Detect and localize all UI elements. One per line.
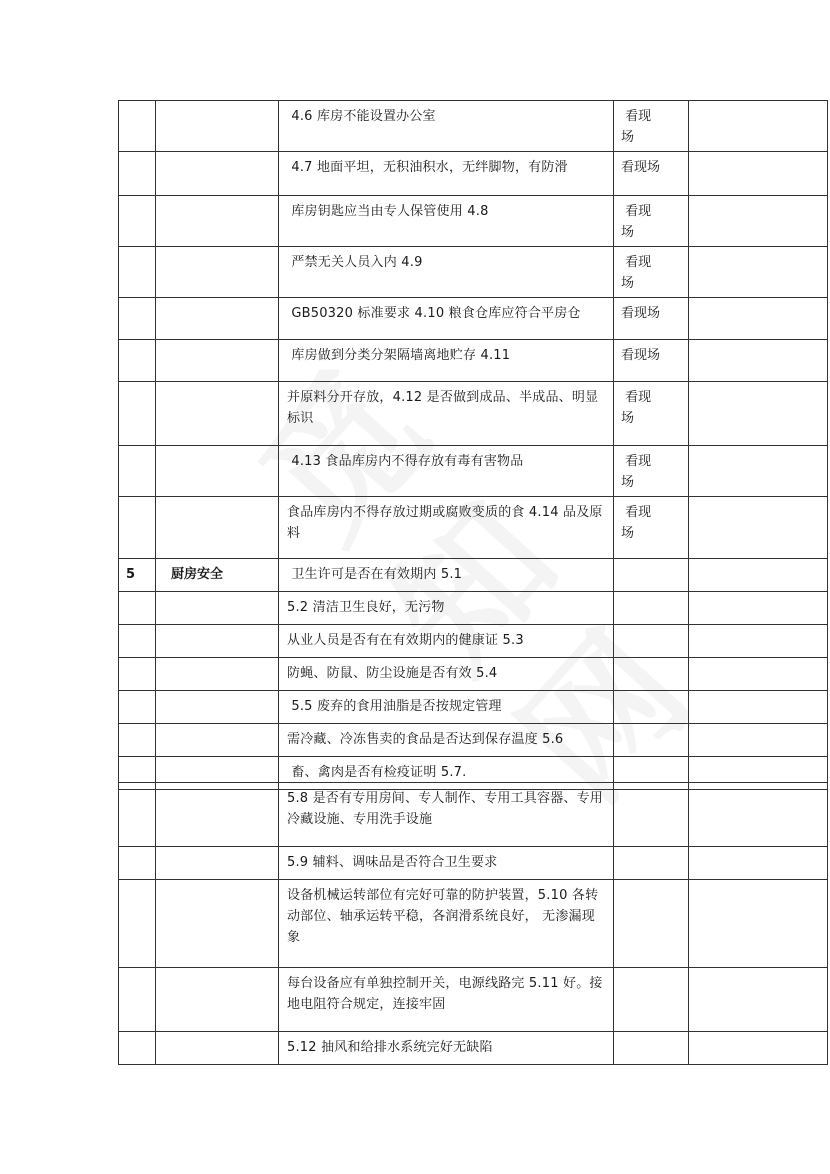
- row-result[interactable]: [689, 968, 828, 1032]
- row-category: [156, 382, 279, 446]
- table-row: [119, 497, 828, 559]
- row-method: [614, 592, 689, 625]
- method-text: 看现场: [621, 306, 661, 321]
- table-row: [119, 559, 828, 592]
- item-text: 防蝇、防鼠、防尘设施是否有效 5.4: [287, 666, 498, 681]
- row-method: [614, 559, 689, 592]
- item-text: 设备机械运转部位有完好可靠的防护装置，5.10 各转动部位、轴承运转平稳，各润滑系统良好， 无渗漏现象: [287, 888, 599, 945]
- row-number: [119, 847, 156, 880]
- row-number: [119, 247, 156, 298]
- row-item: [279, 382, 614, 446]
- item-text: 4.6 库房不能设置办公室: [287, 109, 436, 124]
- row-item: [279, 783, 614, 847]
- row-result[interactable]: [689, 340, 828, 382]
- row-method: [614, 847, 689, 880]
- row-number: [119, 1032, 156, 1065]
- row-category: [156, 691, 279, 724]
- table-row: [119, 724, 828, 757]
- item-text: 畜、禽肉是否有检疫证明 5.7.: [287, 765, 467, 780]
- item-text: 5.12 抽风和给排水系统完好无缺陷: [287, 1040, 493, 1055]
- row-method: [614, 1032, 689, 1065]
- method-text: 看现 场: [621, 255, 652, 291]
- table-row: [119, 783, 828, 847]
- item-text: 5.2 清洁卫生良好，无污物: [287, 600, 445, 615]
- item-text: 并原料分开存放，4.12 是否做到成品、半成品、明显标识: [287, 390, 599, 426]
- row-number: [119, 101, 156, 152]
- item-text: 库房钥匙应当由专人保管使用 4.8: [287, 204, 489, 219]
- row-result[interactable]: [689, 298, 828, 340]
- row-number: [119, 625, 156, 658]
- row-result[interactable]: [689, 880, 828, 968]
- table-row: [119, 247, 828, 298]
- row-result[interactable]: [689, 691, 828, 724]
- row-result[interactable]: [689, 724, 828, 757]
- row-category: [156, 298, 279, 340]
- row-method: [614, 658, 689, 691]
- row-item: [279, 559, 614, 592]
- row-category: [156, 247, 279, 298]
- row-category: [156, 724, 279, 757]
- row-result[interactable]: [689, 847, 828, 880]
- row-result[interactable]: [689, 382, 828, 446]
- row-item: [279, 340, 614, 382]
- row-category: [156, 592, 279, 625]
- row-number: [119, 497, 156, 559]
- row-number: [119, 691, 156, 724]
- row-item: [279, 1032, 614, 1065]
- method-text: 看现 场: [621, 390, 652, 426]
- table-row: [119, 847, 828, 880]
- row-item: [279, 625, 614, 658]
- row-method: [614, 382, 689, 446]
- item-text: 从业人员是否有在有效期内的健康证 5.3: [287, 633, 524, 648]
- row-method: [614, 196, 689, 247]
- method-text: 看现场: [621, 160, 661, 175]
- method-text: 看现场: [621, 348, 661, 363]
- row-category: [156, 196, 279, 247]
- row-category: [156, 625, 279, 658]
- inspection-table-2: [118, 782, 828, 1065]
- row-item: [279, 101, 614, 152]
- row-category: [156, 152, 279, 196]
- table-row: [119, 340, 828, 382]
- row-number: [119, 152, 156, 196]
- row-category: [156, 101, 279, 152]
- table-row: [119, 625, 828, 658]
- row-result[interactable]: [689, 783, 828, 847]
- row-category: [156, 446, 279, 497]
- row-number: [119, 446, 156, 497]
- table-row: [119, 101, 828, 152]
- row-item: [279, 196, 614, 247]
- item-text: 4.13 食品库房内不得存放有毒有害物品: [287, 454, 524, 469]
- row-result[interactable]: [689, 446, 828, 497]
- row-category: [156, 340, 279, 382]
- row-method: [614, 497, 689, 559]
- item-text: 每台设备应有单独控制开关，电源线路完 5.11 好。接地电阻符合规定，连接牢固: [287, 976, 603, 1012]
- table-row: [119, 196, 828, 247]
- item-text: 需冷藏、冷冻售卖的食品是否达到保存温度 5.6: [287, 732, 564, 747]
- row-item: [279, 691, 614, 724]
- row-method: [614, 340, 689, 382]
- method-text: 看现 场: [621, 454, 652, 490]
- row-item: [279, 847, 614, 880]
- row-category: [156, 847, 279, 880]
- row-number: 5: [119, 559, 156, 592]
- item-text: 5.8 是否有专用房间、专人制作、专用工具容器、专用冷藏设施、专用洗手设施: [287, 791, 604, 827]
- row-category: [156, 968, 279, 1032]
- table-row: [119, 298, 828, 340]
- row-number: [119, 783, 156, 847]
- row-item: [279, 968, 614, 1032]
- row-item: [279, 298, 614, 340]
- row-method: [614, 724, 689, 757]
- row-number: [119, 298, 156, 340]
- inspection-table-1: [118, 100, 828, 790]
- item-text: 5.9 辅料、调味品是否符合卫生要求: [287, 855, 498, 870]
- method-text: 看现 场: [621, 505, 652, 541]
- method-text: 看现 场: [621, 109, 652, 145]
- row-result[interactable]: [689, 592, 828, 625]
- row-number: [119, 340, 156, 382]
- row-method: [614, 247, 689, 298]
- item-text: 5.5 废弃的食用油脂是否按规定管理: [287, 699, 502, 714]
- row-result[interactable]: [689, 196, 828, 247]
- row-method: [614, 101, 689, 152]
- row-item: [279, 724, 614, 757]
- row-item: [279, 247, 614, 298]
- row-item: [279, 592, 614, 625]
- row-item: [279, 880, 614, 968]
- row-method: [614, 880, 689, 968]
- row-category: [156, 783, 279, 847]
- row-result[interactable]: [689, 625, 828, 658]
- row-category: [156, 1032, 279, 1065]
- row-method: [614, 783, 689, 847]
- item-text: 食品库房内不得存放过期或腐败变质的食 4.14 品及原料: [287, 505, 603, 541]
- row-result[interactable]: [689, 247, 828, 298]
- row-result[interactable]: [689, 1032, 828, 1065]
- row-number: [119, 968, 156, 1032]
- row-method: [614, 625, 689, 658]
- row-method: [614, 152, 689, 196]
- row-item: [279, 658, 614, 691]
- row-category: [156, 658, 279, 691]
- table-row: [119, 880, 828, 968]
- item-text: 卫生许可是否在有效期内 5.1: [287, 567, 463, 582]
- row-number: [119, 724, 156, 757]
- item-text: 4.7 地面平坦，无积油积水，无绊脚物，有防滑: [287, 160, 568, 175]
- row-result[interactable]: [689, 658, 828, 691]
- item-text: GB50320 标准要求 4.10 粮食仓库应符合平房仓: [287, 306, 581, 321]
- method-text: 看现 场: [621, 204, 652, 240]
- table-row: [119, 152, 828, 196]
- item-text: 严禁无关人员入内 4.9: [287, 255, 423, 270]
- row-result[interactable]: [689, 101, 828, 152]
- row-result[interactable]: [689, 152, 828, 196]
- row-method: [614, 298, 689, 340]
- row-number: [119, 382, 156, 446]
- row-item: [279, 152, 614, 196]
- table-row: [119, 1032, 828, 1065]
- row-category: [156, 880, 279, 968]
- row-result[interactable]: [689, 497, 828, 559]
- row-method: [614, 968, 689, 1032]
- row-result[interactable]: [689, 559, 828, 592]
- row-number: [119, 880, 156, 968]
- row-number: [119, 592, 156, 625]
- row-category: [156, 497, 279, 559]
- row-item: [279, 446, 614, 497]
- row-item: [279, 497, 614, 559]
- table-row: [119, 446, 828, 497]
- table-row: [119, 658, 828, 691]
- item-text: 库房做到分类分架隔墙离地贮存 4.11: [287, 348, 511, 363]
- table-row: [119, 382, 828, 446]
- table-row: [119, 592, 828, 625]
- row-number: [119, 658, 156, 691]
- table-row: [119, 968, 828, 1032]
- row-method: [614, 691, 689, 724]
- table-row: [119, 691, 828, 724]
- row-number: [119, 196, 156, 247]
- row-method: [614, 446, 689, 497]
- row-category: 厨房安全: [156, 559, 279, 592]
